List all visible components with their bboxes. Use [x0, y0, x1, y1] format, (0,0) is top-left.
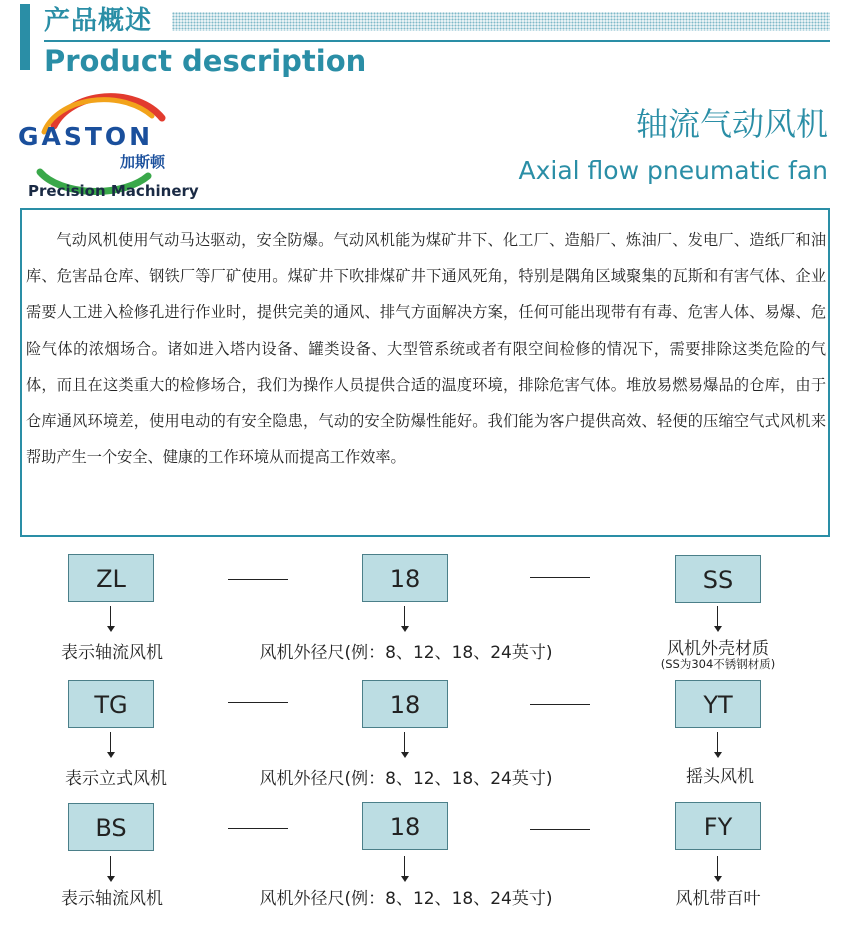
code-suffix-box: YT: [675, 680, 761, 728]
code-suffix-box: SS: [675, 555, 761, 603]
code-prefix-caption: 表示立式风机: [65, 769, 167, 789]
section-title-cn: 产品概述: [44, 6, 153, 36]
code-prefix-box: ZL: [68, 554, 154, 602]
down-arrow-icon: [717, 732, 719, 754]
code-connector: [228, 579, 288, 580]
code-size-box: 18: [362, 680, 448, 728]
code-size-box: 18: [362, 802, 448, 850]
logo-subtitle: Precision Machinery: [28, 182, 199, 200]
down-arrow-icon: [404, 732, 406, 754]
logo-brand-cn: 加斯顿: [120, 153, 166, 171]
code-prefix-caption: 表示轴流风机: [61, 889, 163, 909]
down-arrow-icon: [110, 732, 112, 754]
code-prefix-caption: 表示轴流风机: [61, 643, 163, 663]
code-prefix-box: BS: [68, 803, 154, 851]
down-arrow-icon: [404, 856, 406, 878]
code-suffix-caption: 摇头风机: [686, 767, 754, 787]
code-size-box: 18: [362, 554, 448, 602]
code-size-caption: 风机外径尺(例：8、12、18、24英寸): [259, 889, 553, 909]
header-accent-bar: [20, 4, 30, 70]
code-connector: [228, 828, 288, 829]
code-suffix-caption: 风机带百叶: [675, 889, 761, 909]
down-arrow-icon: [110, 606, 112, 628]
code-size-caption: 风机外径尺(例：8、12、18、24英寸): [259, 643, 553, 663]
down-arrow-icon: [110, 856, 112, 878]
code-connector: [530, 704, 590, 705]
code-prefix-box: TG: [68, 680, 154, 728]
product-name-cn: 轴流气动风机: [635, 105, 828, 143]
code-connector: [530, 577, 590, 578]
code-connector: [228, 702, 288, 703]
code-suffix-caption: 风机外壳材质: [667, 639, 769, 659]
code-connector: [530, 829, 590, 830]
description-box: [20, 208, 830, 537]
header-dot-pattern: [172, 12, 830, 31]
code-size-caption: 风机外径尺(例：8、12、18、24英寸): [259, 769, 553, 789]
product-name-en: Axial flow pneumatic fan: [518, 156, 828, 185]
down-arrow-icon: [717, 606, 719, 628]
section-title-en: Product description: [44, 44, 367, 78]
down-arrow-icon: [717, 856, 719, 878]
description-text: 气动风机使用气动马达驱动，安全防爆。气动风机能为煤矿井下、化工厂、造船厂、炼油厂、发电厂、造纸厂和油库、危害品仓库、钢铁厂等厂矿使用。煤矿井下吹排煤矿井下通风死角，特别是隅角区域聚集的瓦斯和有害气体、企业需要人工进入检修孔进行作业时，提供完美的通风、排气方面解决方案，任何可能出现带有有毒、危害人体、易爆、危险气体的浓烟场合。诸如进入塔内设备、罐类设备、大型管系统或者有限空间检修的情况下，需要排除这类危险的气体，而且在这类重大的检修场合，我们为操作人员提供合适的温度环境，排除危害气体。堆放易燃易爆品的仓库，由于仓库通风环境差，使用电动的有安全隐患，气动的安全防爆性能好。我们能为客户提供高效、轻便的压缩空气式风机来帮助产生一个安全、健康的工作环境从而提高工作效率。: [26, 231, 826, 467]
code-suffix-note: (SS为304不锈钢材质): [660, 657, 776, 671]
logo-brand: GASTON: [18, 122, 154, 151]
down-arrow-icon: [404, 606, 406, 628]
code-suffix-box: FY: [675, 802, 761, 850]
